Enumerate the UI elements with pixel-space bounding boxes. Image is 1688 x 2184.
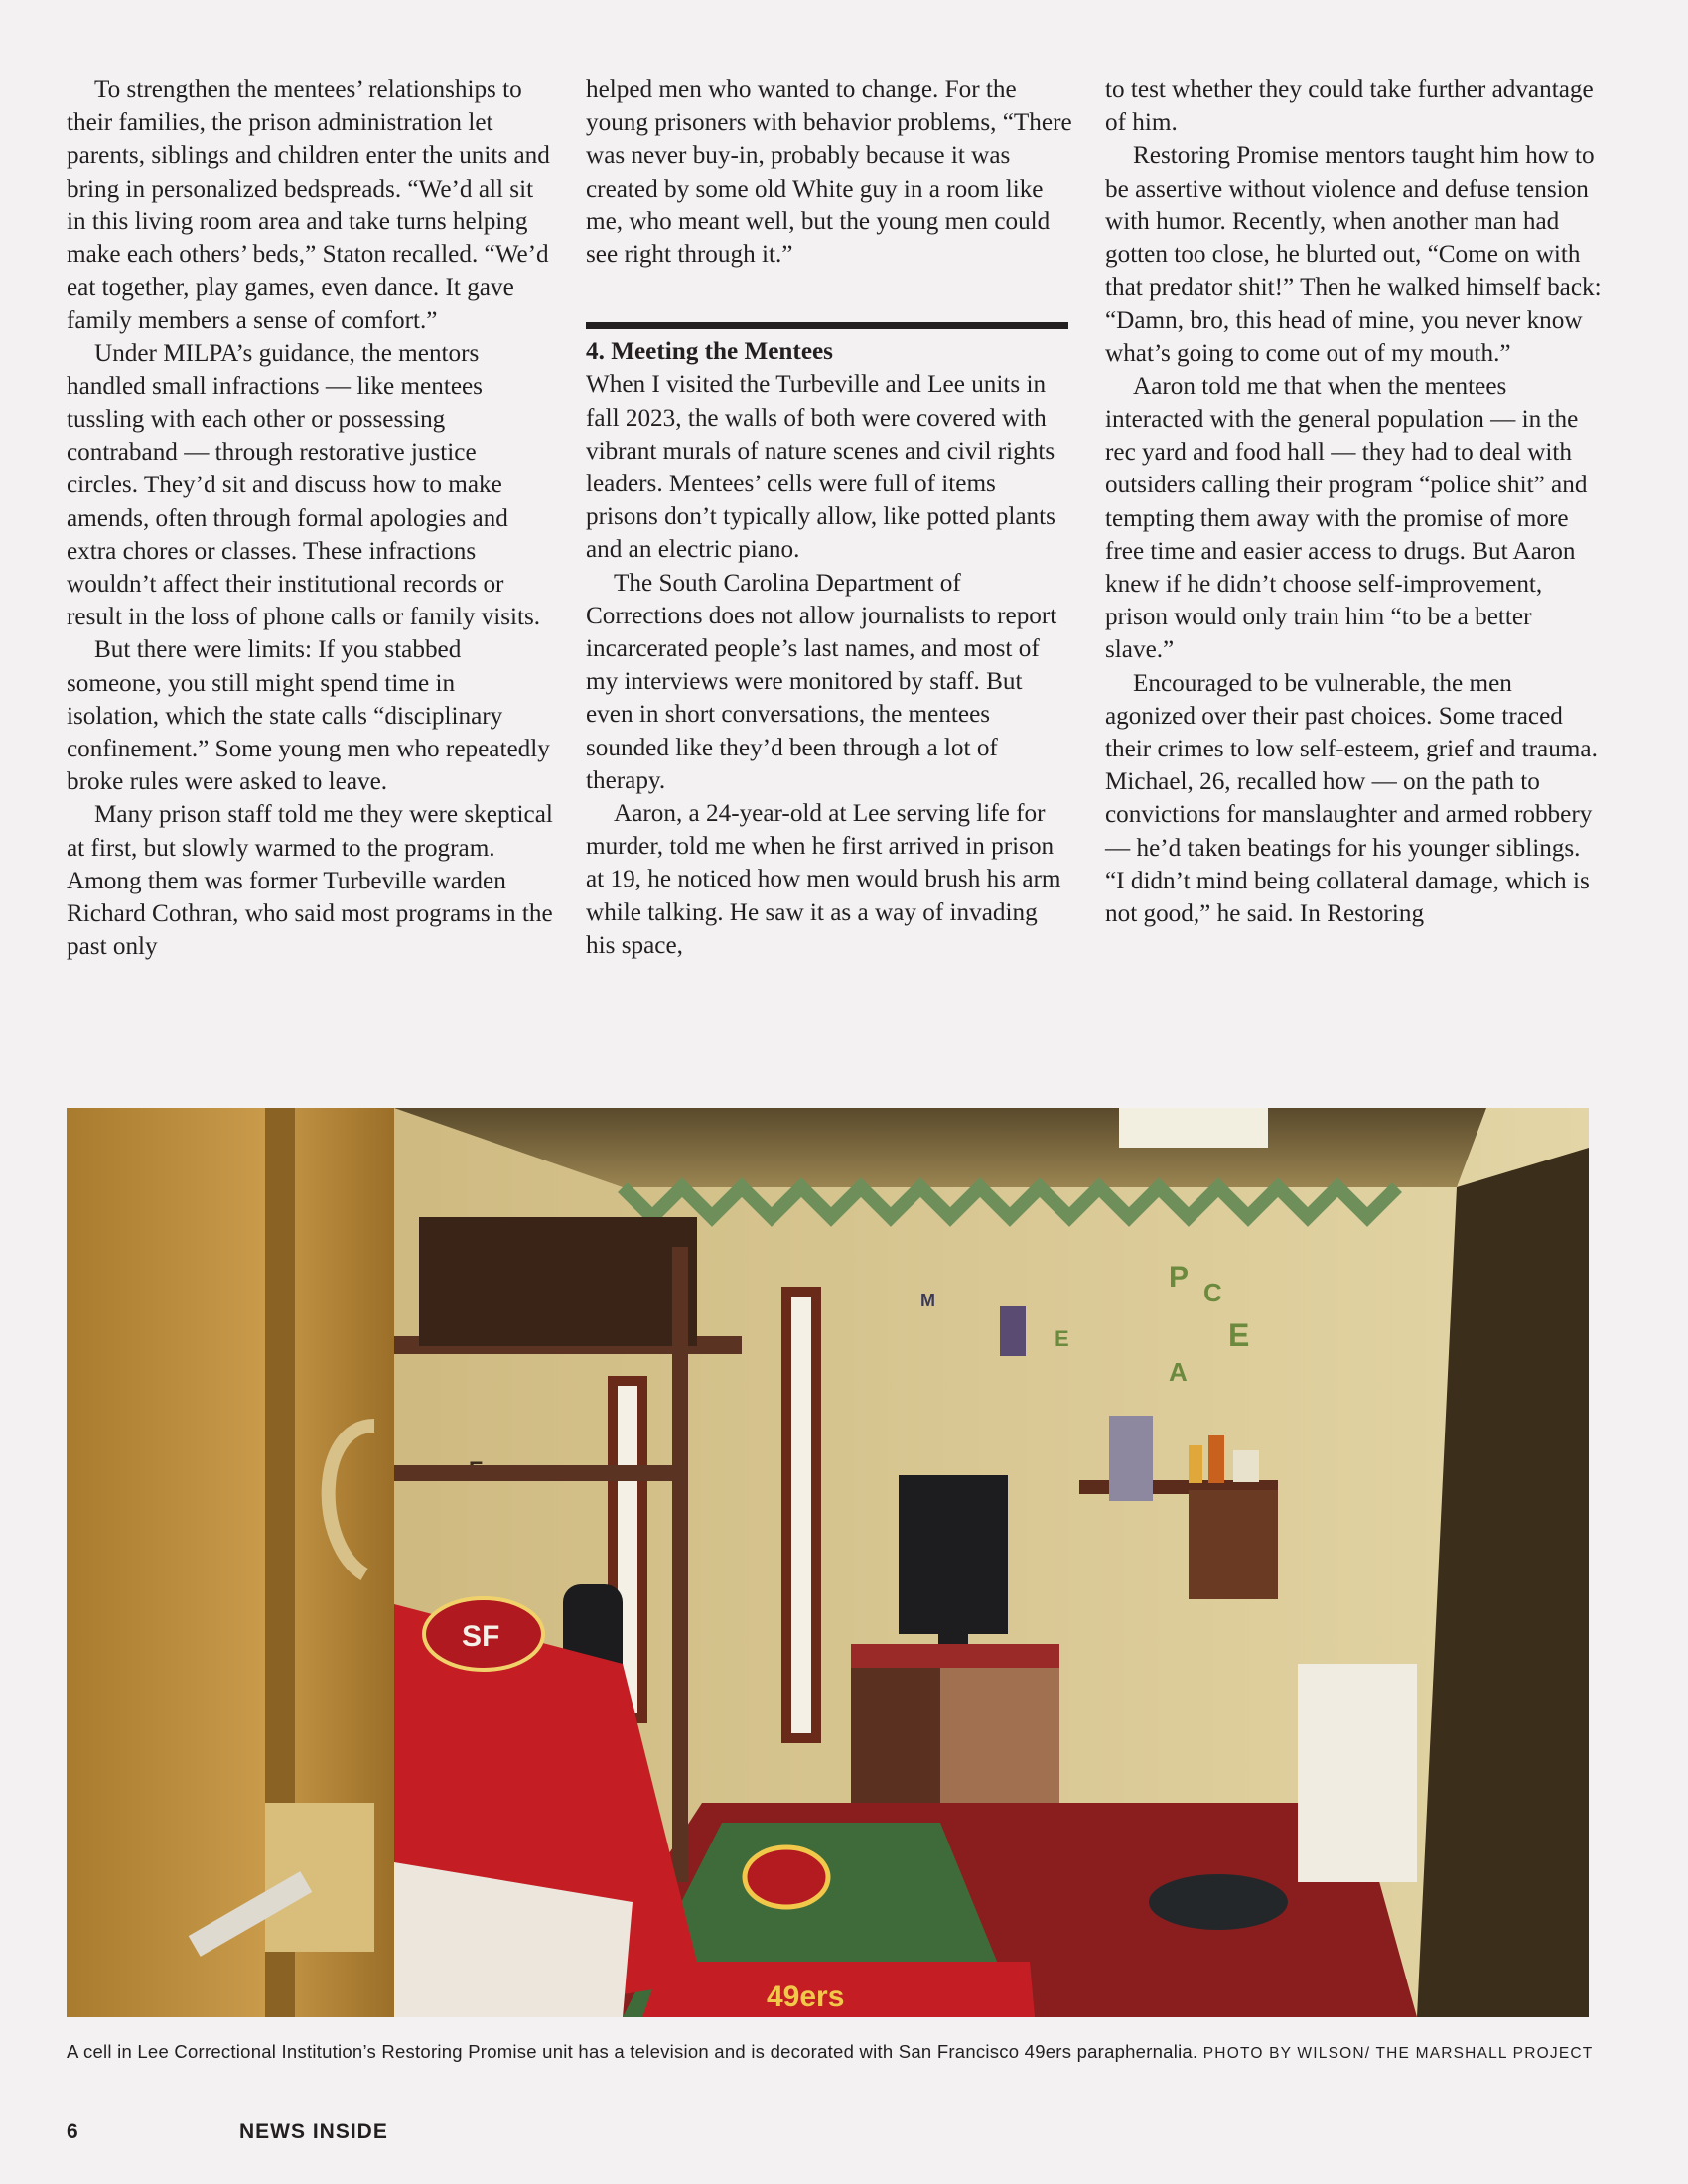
paragraph: Under MILPA’s guidance, the mentors handled small infractions — like mentees tussling with each other or possessing contraband — through restorative justice circles. They’d sit and discuss how to make amends, often through formal apologies and extra chores or classes. These infractions wouldn’t affect their institutional records or result in the loss of phone calls or family visits. <box>67 340 541 631</box>
cell-photo <box>67 1108 1589 2017</box>
wall-letter: M <box>920 1291 935 1310</box>
wall-decoration <box>1000 1306 1026 1356</box>
paragraph: Aaron told me that when the mentees interacted with the general population — in the rec yard and food hall — they had to deal with outsiders calling their program “police shit” and tempting them away with the promise of more free time and easier access to drugs. But Aaron knew if he didn’t choose self-improvement, prison would only train him “to be a better slave.” <box>1105 372 1588 664</box>
wall-decoration <box>1109 1416 1153 1501</box>
stool <box>1149 1874 1288 1930</box>
bunk-rail <box>384 1465 682 1481</box>
paragraph: helped men who wanted to change. For the young prisoners with behavior problems, “There was never buy-in, probably because it was created by some old White guy in a room like me, who meant well, but the young men could see right through it.” <box>586 76 1072 269</box>
rug-text: 49ers <box>767 1980 845 2013</box>
publication-name: NEWS INSIDE <box>239 2120 388 2143</box>
section-heading: 4. Meeting the Mentees <box>586 339 833 366</box>
shelf-bracket <box>1189 1490 1278 1599</box>
article-column-2 <box>586 73 1072 962</box>
bottle <box>1189 1445 1202 1483</box>
paragraph: Encouraged to be vulnerable, the men agonized over their past choices. Some traced their crimes to low self-esteem, grief and trauma. Michael, 26, recalled how — on the path to convictions for manslaughter and armed robbery — he’d taken beatings for his younger siblings. “I didn’t mind being collateral damage, which is not good,” he said. In Restoring <box>1105 669 1598 928</box>
window <box>791 1297 811 1733</box>
photo-credit: PHOTO BY WILSON/ THE MARSHALL PROJECT <box>1202 2045 1594 2062</box>
wall-letter: E <box>1228 1317 1250 1353</box>
rug-logo <box>745 1847 828 1907</box>
wall-letter: P <box>1169 1261 1190 1294</box>
photo-caption <box>67 2037 1596 2068</box>
paragraph: Many prison staff told me they were skeptical at first, but slowly warmed to the program. Among them was former Turbeville warden Richard Cothran, who said most programs in the past only <box>67 801 553 961</box>
article-column-3 <box>1105 73 1602 930</box>
cell-photo-illustration <box>67 1108 1589 2017</box>
blanket-logo-text: SF <box>462 1620 500 1653</box>
article-column-1 <box>67 73 553 963</box>
paragraph: Aaron, a 24-year-old at Lee serving life for murder, told me when he first arrived in prison at 19, he noticed how men would brush his arm while talking. He saw it as a way of invading his space, <box>586 800 1061 959</box>
top-bunk <box>419 1217 697 1346</box>
paragraph: But there were limits: If you stabbed someone, you still might spend time in isolation, which the state calls “disciplinary confinement.” Some young men who repeatedly broke rules were asked to leave. <box>67 636 550 796</box>
paragraph: When I visited the Turbeville and Lee units in fall 2023, the walls of both were covered with vibrant murals of nature scenes and civil rights leaders. Mentees’ cells were full of items prisons don’t typically allow, like potted plants and an electric piano. <box>586 371 1055 564</box>
bottle <box>1208 1435 1224 1483</box>
paragraph: The South Carolina Department of Corrections does not allow journalists to report incarcerated people’s last names, and most of my interviews were monitored by staff. But even in short conversations, the mentees sounded like they’d been through a lot of therapy. <box>586 569 1057 794</box>
paragraph: to test whether they could take further advantage of him. <box>1105 76 1594 137</box>
towel <box>1298 1664 1417 1882</box>
paragraph: Restoring Promise mentors taught him how to be assertive without violence and defuse tension with humor. Recently, when another man had gotten too close, he blurted out, “Come on with that predator shit!” Then he walked himself back: “Damn, bro, this head of mine, you never know what’s going to come out of my mouth.” <box>1105 142 1602 367</box>
bunk-post <box>672 1247 688 1882</box>
television <box>899 1475 1008 1634</box>
wall-letter: E <box>1055 1326 1069 1351</box>
door-lock <box>265 1803 374 1952</box>
wall-letter: C <box>1203 1278 1222 1307</box>
dresser-top <box>851 1644 1059 1668</box>
wall-letter: A <box>1169 1357 1188 1387</box>
cup <box>1233 1450 1259 1482</box>
page-number: 6 <box>67 2120 78 2143</box>
caption-text: A cell in Lee Correctional Institution’s Restoring Promise unit has a television and is decorated with San Francisco 49ers paraphernalia. <box>67 2041 1198 2062</box>
section-divider <box>586 322 1068 329</box>
ceiling-light <box>1119 1108 1268 1148</box>
paragraph: To strengthen the mentees’ relationships to their families, the prison administration let parents, siblings and children enter the units and bring in personalized bedspreads. “We’d all sit in this living room area and take turns helping make each others’ beds,” Staton recalled. “We’d eat together, play games, even dance. It gave family members a sense of comfort.” <box>67 76 550 335</box>
